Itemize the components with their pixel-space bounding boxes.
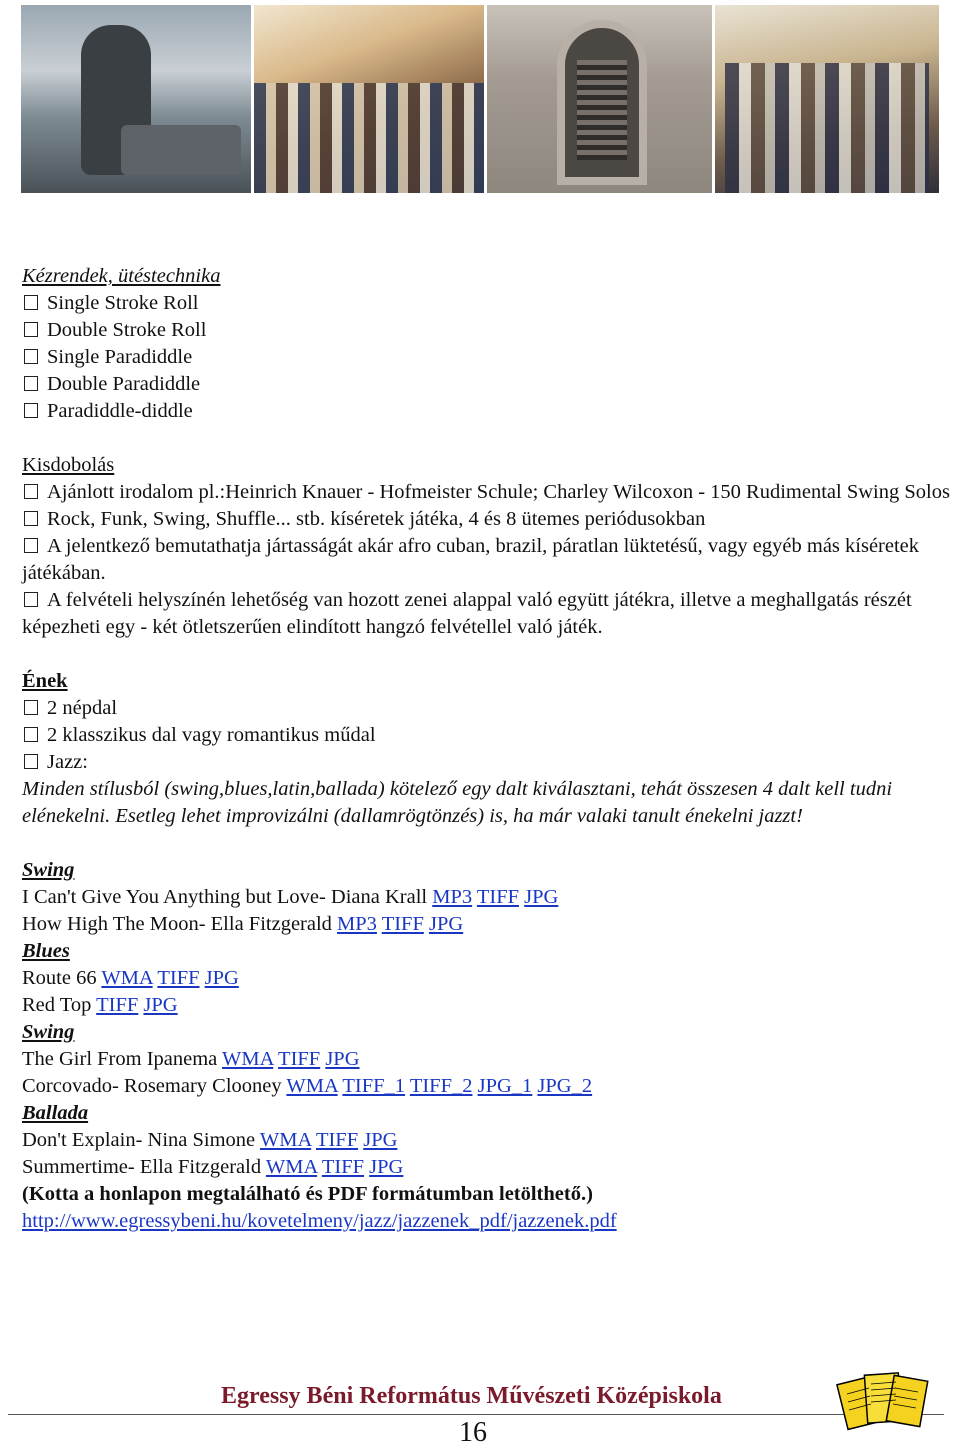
list-item: A felvételi helyszínén lehetőség van hozott zenei alappal való együtt játékra, illetve a meghallgatás részét képezheti egy - két ötletszerűen elindított hangzó felvétellel való játék.: [22, 589, 912, 638]
header-photo-strip: [21, 5, 939, 193]
download-link-jpg[interactable]: JPG: [325, 1048, 360, 1070]
download-link-tiff[interactable]: TIFF: [157, 967, 200, 989]
footer-divider: [8, 1414, 944, 1415]
song-category-heading: Ballada: [22, 1102, 89, 1124]
download-link-tiff[interactable]: TIFF: [315, 1129, 359, 1151]
list-item: 2 klasszikus dal vagy romantikus műdal: [22, 722, 957, 749]
song-category-heading: Swing: [22, 1021, 75, 1043]
checkbox-bullet-icon: [24, 538, 38, 553]
checkbox-bullet-icon: [24, 700, 38, 715]
download-link-jpg[interactable]: JPG: [204, 967, 239, 989]
audience-photo: [254, 5, 484, 193]
song-entry: [22, 1073, 957, 1100]
download-link-tiff-2[interactable]: TIFF_2: [409, 1075, 473, 1097]
list-item: Single Paradiddle: [22, 344, 957, 371]
song-entry: [22, 992, 957, 1019]
page-number: 16: [459, 1417, 487, 1448]
song-entry: [22, 1046, 957, 1073]
download-link-wma[interactable]: WMA: [286, 1075, 338, 1097]
section-heading-kisdobolas: Kisdobolás: [22, 454, 115, 476]
download-link-wma[interactable]: WMA: [101, 967, 153, 989]
sheet-music-logo-icon: [836, 1366, 932, 1438]
download-link-wma[interactable]: WMA: [259, 1129, 312, 1151]
checkbox-bullet-icon: [24, 349, 38, 364]
checkbox-bullet-icon: [24, 592, 38, 607]
song-entry: [22, 911, 957, 938]
list-item: Double Stroke Roll: [22, 317, 957, 344]
song-title: Corcovado- Rosemary Clooney: [22, 1075, 282, 1097]
checkbox-bullet-icon: [24, 727, 38, 742]
checkbox-bullet-icon: [24, 403, 38, 418]
song-title: Summertime- Ella Fitzgerald: [22, 1156, 262, 1178]
download-link-jpg-1[interactable]: JPG_1: [477, 1075, 533, 1097]
song-entry: [22, 965, 957, 992]
download-link-jpg[interactable]: JPG: [143, 994, 178, 1016]
download-link-wma[interactable]: WMA: [265, 1156, 318, 1178]
download-link-tiff[interactable]: TIFF: [321, 1156, 365, 1178]
song-entry: [22, 1154, 957, 1181]
school-name: Egressy Béni Református Művészeti Középiskola: [221, 1383, 722, 1409]
download-link-jpg[interactable]: JPG: [369, 1156, 404, 1178]
song-title: I Can't Give You Anything but Love- Diana Krall: [22, 886, 428, 908]
download-link-tiff[interactable]: TIFF: [96, 994, 139, 1016]
checkbox-bullet-icon: [24, 754, 38, 769]
list-item: Rock, Funk, Swing, Shuffle... stb. kíséretek játéka, 4 és 8 ütemes periódusokban: [22, 506, 957, 533]
checkbox-bullet-icon: [24, 376, 38, 391]
checkbox-bullet-icon: [24, 322, 38, 337]
list-item: Paradiddle-diddle: [22, 398, 957, 425]
download-link-jpg-2[interactable]: JPG_2: [537, 1075, 593, 1097]
section-heading-kezrendek: Kézrendek, ütéstechnika: [22, 265, 221, 287]
download-link-tiff[interactable]: TIFF: [381, 913, 424, 935]
statue-photo: [21, 5, 251, 193]
group-photo: [715, 5, 939, 193]
pdf-note: (Kotta a honlapon megtalálható és PDF formátumban letölthető.): [22, 1183, 593, 1205]
song-title: Route 66: [22, 967, 97, 989]
list-item: Double Paradiddle: [22, 371, 957, 398]
song-entry: [22, 884, 957, 911]
download-link-jpg[interactable]: JPG: [363, 1129, 398, 1151]
download-link-wma[interactable]: WMA: [222, 1048, 274, 1070]
list-item: 2 népdal: [22, 695, 957, 722]
song-title: Don't Explain- Nina Simone: [22, 1129, 256, 1151]
checkbox-bullet-icon: [24, 511, 38, 526]
download-link-mp3[interactable]: MP3: [337, 913, 377, 935]
list-item: Single Stroke Roll: [22, 290, 957, 317]
song-entry: [22, 1127, 957, 1154]
download-link-jpg[interactable]: JPG: [428, 913, 464, 935]
download-link-tiff[interactable]: TIFF: [278, 1048, 321, 1070]
page-content: [22, 263, 957, 1235]
checkbox-bullet-icon: [24, 484, 38, 499]
song-title: How High The Moon- Ella Fitzgerald: [22, 913, 332, 935]
section-heading-enek: Ének: [22, 670, 68, 692]
song-title: Red Top: [22, 994, 92, 1016]
list-item: Jazz:: [22, 749, 957, 776]
song-list: [22, 857, 957, 1181]
song-category-heading: Blues: [22, 940, 70, 962]
jazz-note: Minden stílusból (swing,blues,latin,ballada) kötelező egy dalt kiválasztani, tehát összesen 4 dalt kell tudni elénekelni. Esetleg lehet improvizálni (dallamrögtönzés) is, ha már valaki tanult énekelni jazzt!: [22, 778, 893, 827]
list-item: A jelentkező bemutathatja jártasságát akár afro cuban, brazil, páratlan lüktetésű, vagy egyéb más kíséretek játékában.: [22, 535, 920, 584]
pdf-link[interactable]: http://www.egressybeni.hu/kovetelmeny/jazz/jazzenek_pdf/jazzenek.pdf: [22, 1210, 617, 1232]
song-category-heading: Swing: [22, 859, 75, 881]
download-link-mp3[interactable]: MP3: [432, 886, 473, 908]
download-link-tiff-1[interactable]: TIFF_1: [342, 1075, 406, 1097]
download-link-jpg[interactable]: JPG: [524, 886, 559, 908]
checkbox-bullet-icon: [24, 295, 38, 310]
song-title: The Girl From Ipanema: [22, 1048, 218, 1070]
window-relief-photo: [487, 5, 713, 193]
download-link-tiff[interactable]: TIFF: [476, 886, 520, 908]
list-item: Ajánlott irodalom pl.:Heinrich Knauer - Hofmeister Schule; Charley Wilcoxon - 150 Rudimental Swing Solos: [22, 479, 957, 506]
